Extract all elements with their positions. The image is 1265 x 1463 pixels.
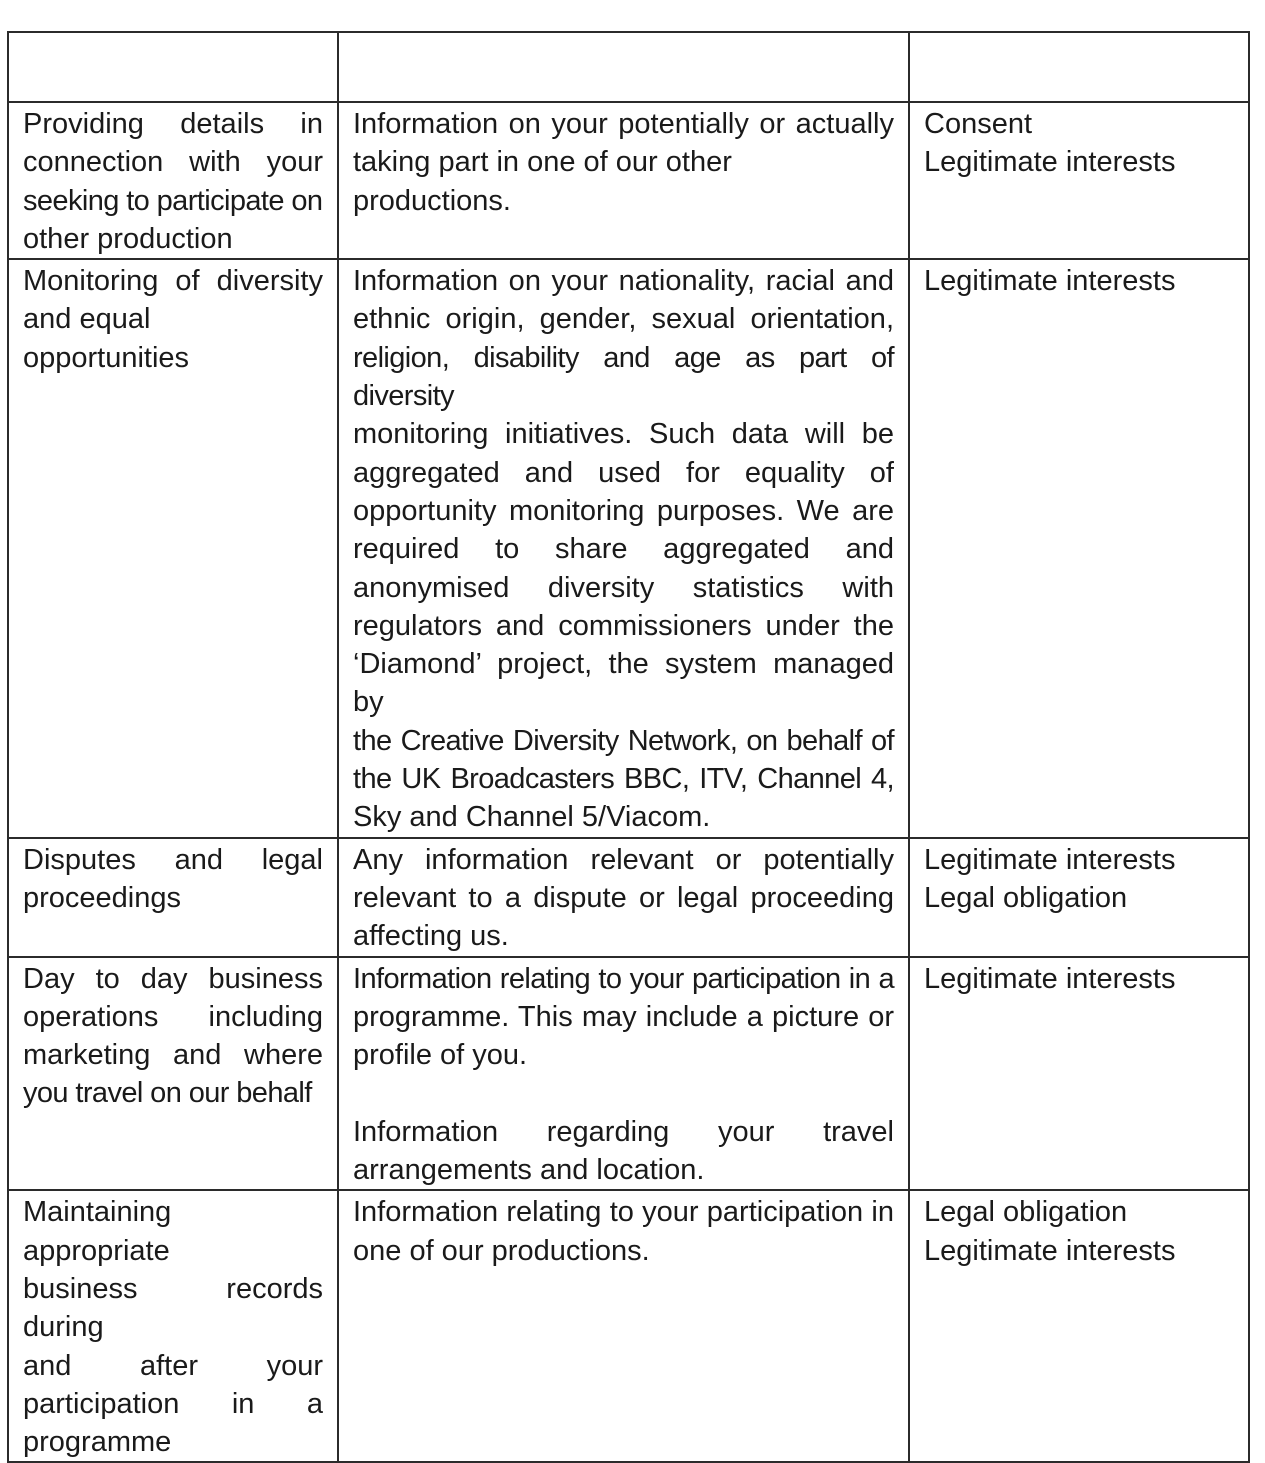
purpose-line: business records during [23,1272,323,1344]
table-row [8,259,1249,837]
table-row [8,102,1249,259]
header-cell-basis [909,32,1249,102]
header-cell-purpose [8,32,338,102]
information-cell [338,957,909,1191]
purpose-cell [8,957,338,1191]
information-line: Information on your nationality, racial and [353,265,894,298]
purpose-line: programme [23,1426,172,1459]
basis-line: Legitimate interests [924,265,1176,298]
purpose-line: Monitoring of diversity [23,265,323,298]
information-line: arrangements and location. [353,1154,705,1187]
purpose-line: marketing and where [23,1039,323,1072]
data-processing-table [7,31,1250,1463]
purpose-line: and equal opportunities [23,303,190,374]
basis-cell [909,1190,1249,1462]
information-line: Information regarding your travel [353,1115,894,1148]
basis-line: Legitimate interests [924,1234,1176,1267]
basis-cell [909,102,1249,259]
information-line: programme. This may include a picture or [353,1000,894,1033]
information-cell [338,102,909,259]
basis-cell [909,957,1249,1191]
table-row [8,838,1249,957]
information-line: anonymised diversity statistics with [353,571,894,604]
information-line: the UK Broadcasters BBC, ITV, Channel 4, [353,763,894,796]
information-line: Information relating to your participation in a [353,962,894,995]
purpose-line: other production [23,222,233,255]
purpose-line: Maintaining appropriate [23,1196,172,1267]
information-line: Any information relevant or potentially [353,843,894,876]
purpose-cell [8,102,338,259]
table-row [8,957,1249,1191]
information-line: ethnic origin, gender, sexual orientation, [353,303,894,336]
basis-cell [909,838,1249,957]
purpose-line: connection with your [23,146,323,179]
information-line: taking part in one of our other productions. [353,146,732,217]
information-cell [338,1190,909,1462]
information-line: regulators and commissioners under the [353,609,894,642]
header-cell-information [338,32,909,102]
purpose-line: Providing details in [23,108,323,140]
purpose-cell [8,1190,338,1462]
basis-line: Legitimate interests [924,843,1176,876]
purpose-line: Disputes and legal [23,843,323,876]
basis-line: Consent [924,108,1033,140]
information-line: profile of you. [353,1039,528,1072]
paragraph-gap [353,1074,894,1112]
basis-line: Legitimate interests [924,146,1176,179]
information-line: religion, disability and age as part of diversity [353,341,894,413]
information-line: one of our productions. [353,1234,650,1267]
header-row [8,32,1249,102]
information-line: Information relating to your participation in [353,1196,894,1229]
purpose-line: participation in a [23,1387,323,1420]
information-line: the Creative Diversity Network, on behalf of [353,724,894,757]
information-line: relevant to a dispute or legal proceeding [353,881,894,914]
information-line: ‘Diamond’ project, the system managed by [353,648,894,719]
basis-line: Legal obligation [924,881,1128,914]
information-line: monitoring initiatives. Such data will be [353,418,894,451]
information-line: opportunity monitoring purposes. We are [353,494,894,527]
purpose-line: proceedings [23,881,181,914]
purpose-cell [8,259,338,837]
information-line: affecting us. [353,920,509,953]
purpose-cell [8,838,338,957]
basis-line: Legal obligation [924,1196,1128,1229]
information-cell [338,838,909,957]
purpose-line: operations including [23,1000,323,1033]
basis-line: Legitimate interests [924,962,1176,995]
basis-cell [909,259,1249,837]
purpose-line: you travel on our behalf [23,1077,312,1110]
information-line: Sky and Channel 5/Viacom. [353,801,711,834]
purpose-line: seeking to participate on [23,184,323,217]
purpose-line: and after your [23,1349,323,1382]
information-line: aggregated and used for equality of [353,456,894,489]
purpose-line: Day to day business [23,962,323,995]
information-cell [338,259,909,837]
information-line: required to share aggregated and [353,533,894,566]
information-line: Information on your potentially or actually [353,108,894,140]
table-row [8,1190,1249,1462]
